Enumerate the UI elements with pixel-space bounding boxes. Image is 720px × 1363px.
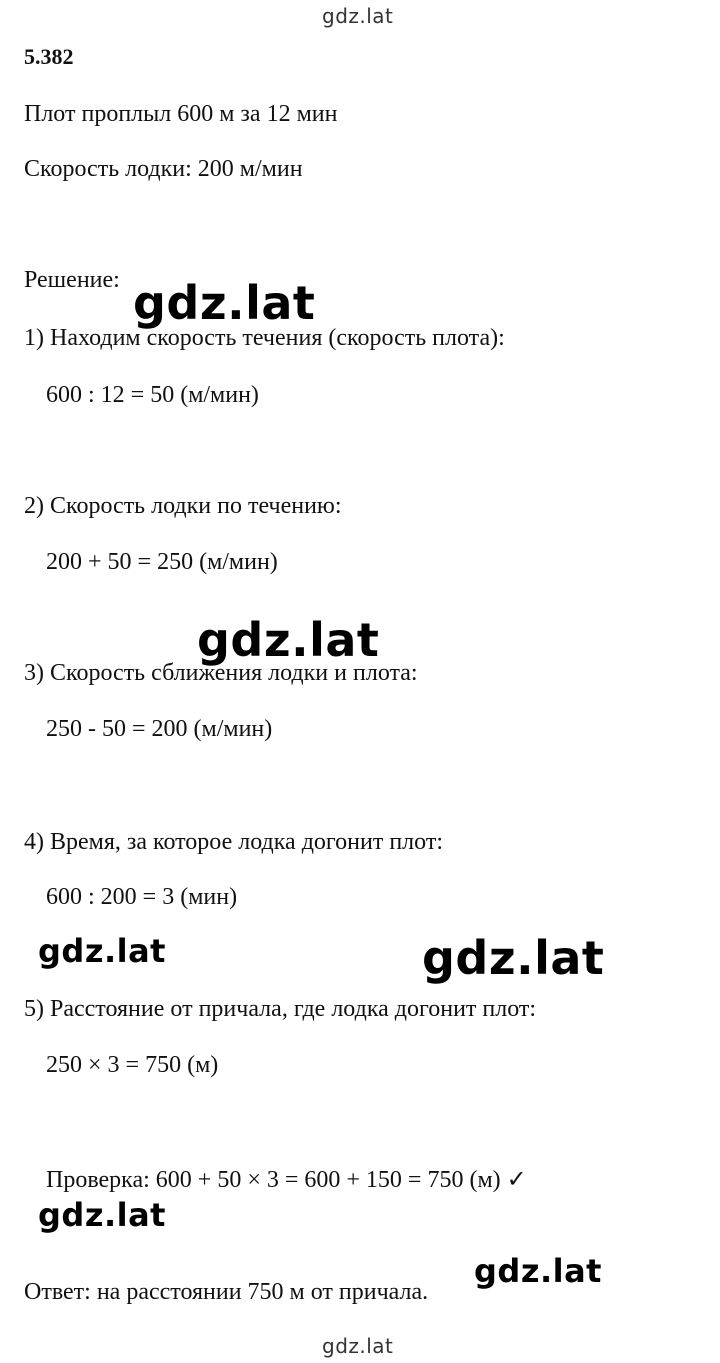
- watermark: gdz.lat: [38, 1196, 166, 1234]
- step-4-heading: 4) Время, за которое лодка догонит плот:: [24, 829, 443, 855]
- watermark: gdz.lat: [197, 613, 380, 667]
- checkmark-icon: ✓: [506, 1165, 527, 1193]
- watermark: gdz.lat: [422, 931, 605, 985]
- watermark: gdz.lat: [38, 932, 166, 970]
- step-1-calc: 600 : 12 = 50 (м/мин): [46, 382, 259, 408]
- step-5-heading: 5) Расстояние от причала, где лодка догонит плот:: [24, 996, 537, 1022]
- watermark: gdz.lat: [474, 1252, 602, 1290]
- step-3-calc: 250 - 50 = 200 (м/мин): [46, 716, 273, 742]
- step-3-heading: 3) Скорость сближения лодки и плота:: [24, 660, 418, 686]
- task-number: 5.382: [24, 44, 74, 69]
- solution-label: Решение:: [24, 267, 120, 293]
- step-4-calc: 600 : 200 = 3 (мин): [46, 884, 238, 910]
- step-2-heading: 2) Скорость лодки по течению:: [24, 493, 342, 519]
- footer-site-mark: gdz.lat: [322, 1334, 394, 1358]
- step-1-heading: 1) Находим скорость течения (скорость плота):: [24, 325, 505, 351]
- watermark: gdz.lat: [133, 276, 316, 330]
- given-line-1: Плот проплыл 600 м за 12 мин: [24, 101, 338, 127]
- answer: Ответ: на расстоянии 750 м от причала.: [24, 1279, 429, 1305]
- header-site-mark: gdz.lat: [322, 4, 394, 28]
- given-line-2: Скорость лодки: 200 м/мин: [24, 156, 303, 182]
- check-text: Проверка: 600 + 50 × 3 = 600 + 150 = 750 (м): [46, 1167, 501, 1193]
- step-2-calc: 200 + 50 = 250 (м/мин): [46, 549, 278, 575]
- step-5-calc: 250 × 3 = 750 (м): [46, 1052, 219, 1078]
- check-line: [46, 1165, 527, 1194]
